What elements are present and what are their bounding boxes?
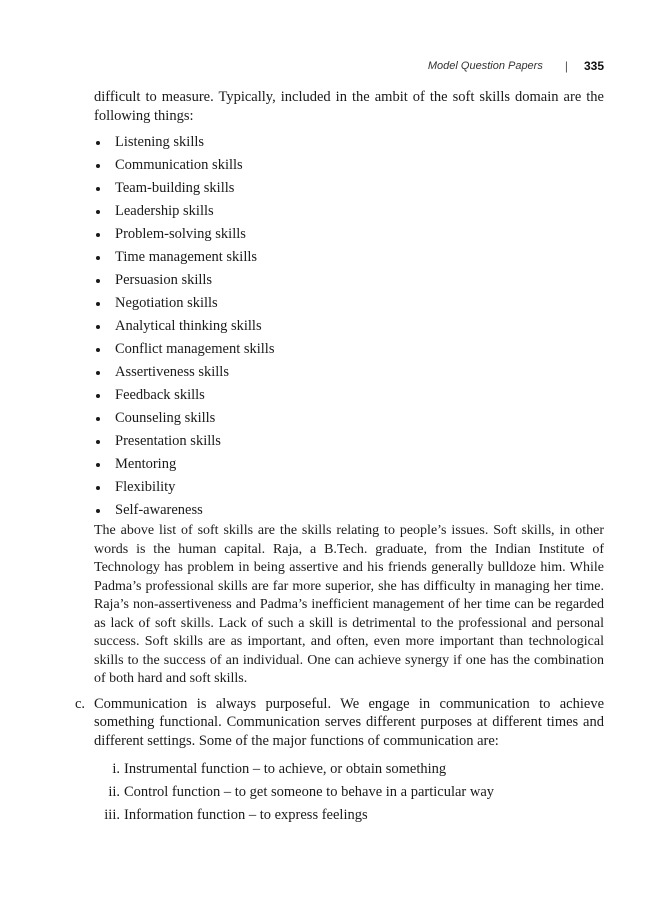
list-item: [94, 758, 604, 781]
section-c-marker: c.: [75, 695, 86, 712]
list-item-text: Control function – to get someone to behave in a particular way: [124, 784, 495, 800]
list-item: Self-awareness: [94, 499, 604, 522]
list-item: Listening skills: [94, 131, 604, 154]
list-item: Leadership skills: [94, 200, 604, 223]
list-item: Communication skills: [94, 154, 604, 177]
running-header: [428, 59, 604, 73]
list-number: ii.: [108, 784, 120, 800]
functions-list: [94, 758, 604, 827]
list-item: Negotiation skills: [94, 292, 604, 315]
list-item: Presentation skills: [94, 430, 604, 453]
list-item: Persuasion skills: [94, 269, 604, 292]
list-item: Flexibility: [94, 476, 604, 499]
page-number: 335: [583, 59, 604, 73]
intro-paragraph: difficult to measure. Typically, included in the ambit of the soft skills domain are the following things:: [94, 89, 604, 124]
list-number: iii.: [104, 807, 120, 823]
list-item-text: Information function – to express feelings: [124, 807, 368, 823]
soft-skills-list: [94, 131, 604, 522]
list-item: Conflict management skills: [94, 338, 604, 361]
list-item: Time management skills: [94, 246, 604, 269]
list-item: [94, 781, 604, 804]
header-section-title: Model Question Papers: [427, 60, 543, 72]
list-item: Team-building skills: [94, 177, 604, 200]
list-item: Feedback skills: [94, 384, 604, 407]
list-item: Mentoring: [94, 453, 604, 476]
soft-skills-paragraph: The above list of soft skills are the skills relating to people’s issues. Soft skills, in other words is the human capital. Raja, a B.Tech. graduate, from the Indian Institute of Technology has problem in being assertive and his friends generally bulldoze him. While Padma’s professional skills are far more superior, she has difficulty in managing her time. Raja’s non-assertiveness and Padma’s inefficient management of her time can be regarded as lack of soft skills. Lack of such a skill is detrimental to the professional and personal success. Soft skills are as important, and often, even more important than technological skills to the success of an individual. One can achieve synergy if one has the combination of both hard and soft skills.: [94, 523, 604, 686]
list-item: Analytical thinking skills: [94, 315, 604, 338]
list-item: Problem-solving skills: [94, 223, 604, 246]
list-item-text: Instrumental function – to achieve, or obtain something: [124, 761, 447, 777]
header-separator: |: [564, 59, 568, 73]
section-c-paragraph: Communication is always purposeful. We engage in communication to achieve something functional. Communication serves different purposes at different times and different settings. Some of the major functions of communication are:: [94, 695, 604, 749]
section-c: [75, 695, 604, 828]
list-item: Assertiveness skills: [94, 361, 604, 384]
list-item: [94, 804, 604, 827]
list-number: i.: [112, 761, 120, 777]
list-item: Counseling skills: [94, 407, 604, 430]
page-body: [75, 88, 604, 827]
